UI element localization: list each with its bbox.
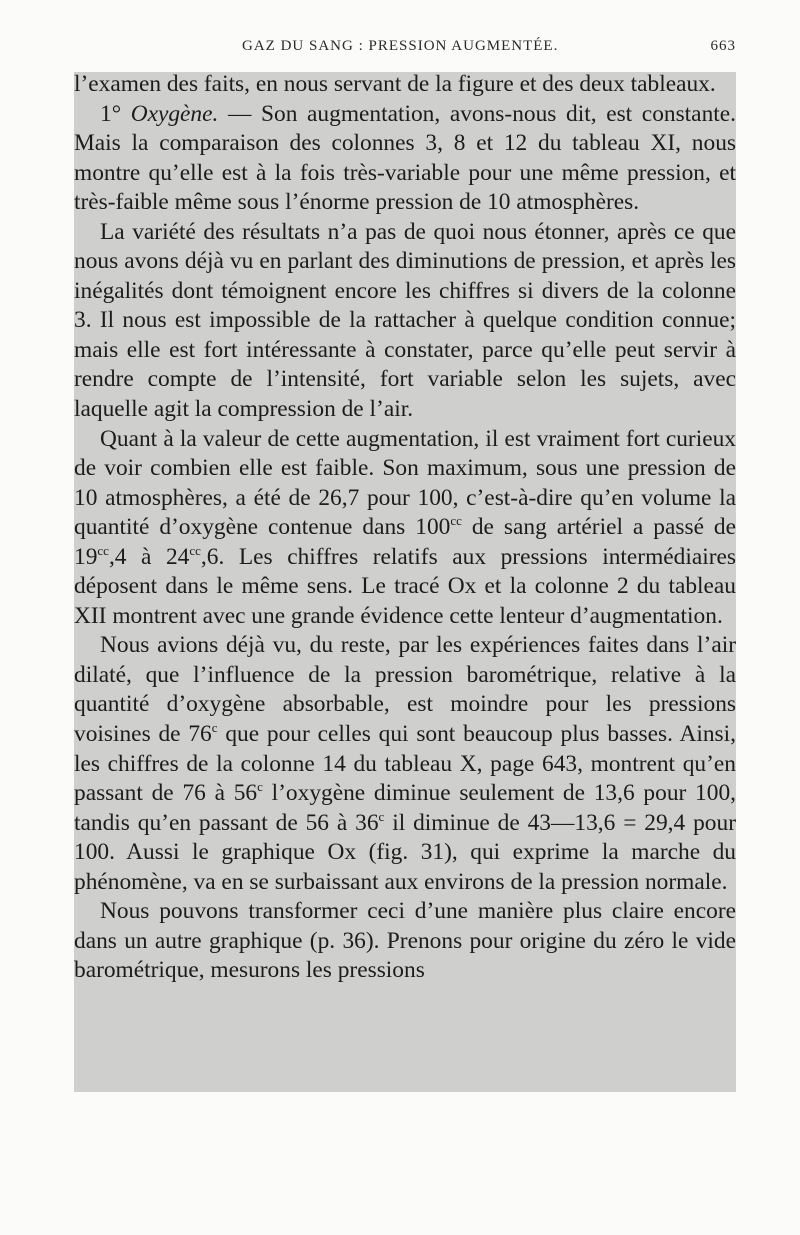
paragraph-text: ,6. Les chiffres relatifs aux pressions intermédiaires déposent dans le même sens. Le tracé Ox et la colonne 2 du tableau XII montrent avec une grande évidence cette lenteur d’augmentation. [74,543,736,629]
body-text [74,70,736,986]
paragraph-text: que pour celles qui sont beaucoup plus basses. Ainsi, les chiffres de la colonne 14 du tableau X, page 643, montrent qu’en passant de 76 à 56 [74,721,736,807]
superscript: c [211,720,218,736]
paragraph-valeur [74,425,736,632]
paragraph-variete [74,218,736,425]
section-title: Oxygène. [130,100,219,127]
paragraph-text: l’oxygène diminue seulement de 13,6 pour 100, tandis qu’en passant de 56 à 36 [74,780,736,836]
paragraph-oxygene-heading [74,100,736,218]
paragraph-air-dilate [74,631,736,897]
running-head-title: GAZ DU SANG : PRESSION AUGMENTÉE. [242,38,559,54]
paragraph-text: il diminue de 43—13,6 = 29,4 pour 100. Aussi le graphique Ox (fig. 31), qui exprime la marche du phénomène, va en se surbaissant aux environs de la pression normale. [74,809,736,895]
page-number: 663 [710,38,736,54]
superscript: cc [97,542,109,558]
superscript: c [257,779,263,795]
superscript: cc [450,513,462,529]
paragraph-text: l’examen des faits, en nous servant de la figure et des deux tableaux. [74,71,716,97]
paragraph-continued [74,70,736,100]
paragraph-transformer [74,897,736,986]
paragraph-text: La variété des résultats n’a pas de quoi nous étonner, après ce que nous avons déjà vu en parlant des diminutions de pression, et après les inégalités dont témoignent encore les chiffres si divers de la colonne 3. Il nous est impossible de la rattacher à quelque condition connue; mais elle est fort intéressante à constater, parce qu’elle peut servir à rendre compte de l’intensité, fort variable selon les sujets, avec laquelle agit la compression de l’air. [74,218,736,423]
paragraph-text: Nous pouvons transformer ceci d’une manière plus claire encore dans un autre graphique (p. 36). Prenons pour origine du zéro le vide barométrique, mesurons les pressions [74,898,736,984]
section-number: 1° [100,100,131,127]
paragraph-text: ,4 à 24 [108,543,190,570]
superscript: c [378,808,385,824]
paragraph-text: de sang artériel a passé de 19 [74,514,736,570]
superscript: cc [189,542,201,558]
running-head [74,38,736,58]
paragraph-text: Nous avions déjà vu, du reste, par les expériences faites dans l’air dilaté, que l’influence de la pression barométrique, relative à la quantité d’oxygène absorbable, est moindre pour les pressions voisines de 76 [74,632,736,748]
paragraph-text: — Son augmentation, avons-nous dit, est constante. Mais la comparaison des colonnes 3, 8 et 12 du tableau XI, nous montre qu’elle est à la fois très-variable pour une même pression, et très-faible même sous l’énorme pression de 10 atmosphères. [74,100,736,216]
paragraph-text: Quant à la valeur de cette augmentation, il est vraiment fort curieux de voir combien elle est faible. Son maximum, sous une pression de 10 atmosphères, a été de 26,7 pour 100, c’est-à-dire qu’en volume la quantité d’oxygène contenue dans 100 [74,425,736,541]
